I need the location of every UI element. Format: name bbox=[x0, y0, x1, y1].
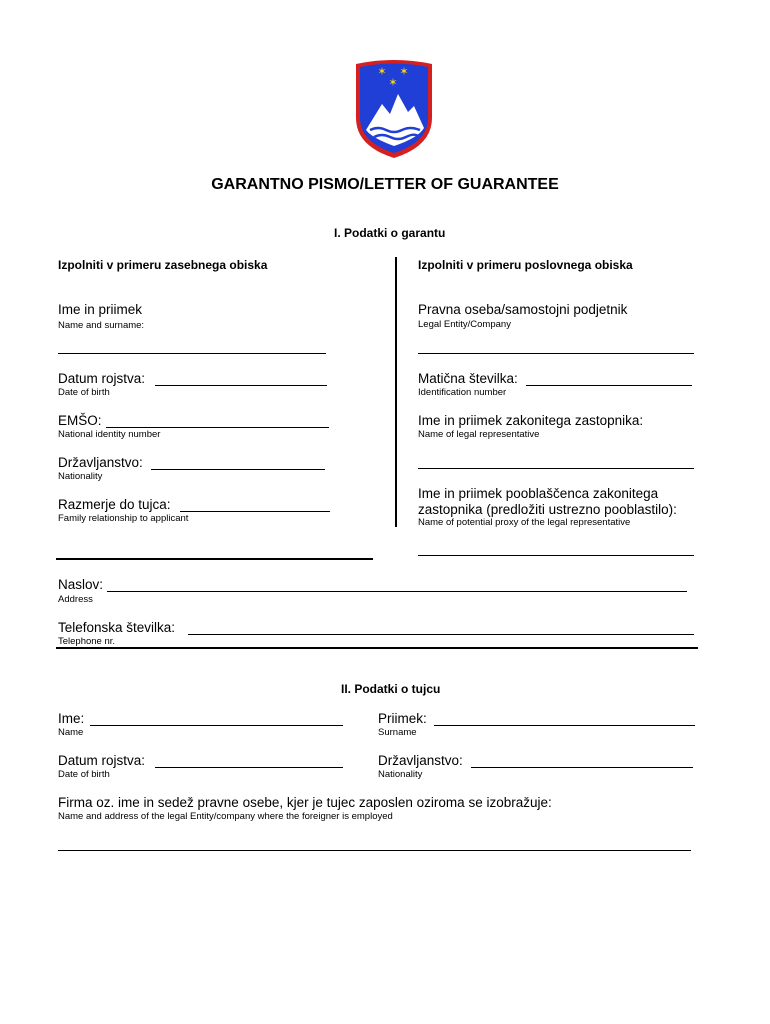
guarantor-name-sublabel: Name and surname: bbox=[58, 320, 145, 331]
guarantor-nationality-label: Državljanstvo: bbox=[58, 455, 143, 470]
proxy-label-line-1: Ime in priimek pooblaščenca zakonitega bbox=[418, 486, 659, 501]
guarantor-emso-sublabel: National identity number bbox=[58, 429, 161, 440]
guarantor-nationality-field[interactable] bbox=[151, 469, 325, 470]
foreigner-surname-field[interactable] bbox=[434, 725, 695, 726]
legal-rep-sublabel: Name of legal representative bbox=[418, 429, 540, 440]
foreigner-nationality-label: Državljanstvo: bbox=[378, 753, 463, 768]
svg-text:✶: ✶ bbox=[388, 76, 398, 89]
private-visit-header: Izpolniti v primeru zasebnega obiska bbox=[58, 258, 268, 272]
foreigner-surname-sublabel: Surname bbox=[378, 727, 417, 738]
relationship-label: Razmerje do tujca: bbox=[58, 497, 171, 512]
foreigner-dob-label: Datum rojstva: bbox=[58, 753, 146, 768]
guarantor-name-label: Ime in priimek bbox=[58, 302, 143, 317]
legal-rep-field[interactable] bbox=[418, 468, 694, 469]
coat-of-arms-emblem bbox=[352, 58, 436, 160]
employer-field[interactable] bbox=[58, 850, 691, 851]
foreigner-nationality-field[interactable] bbox=[471, 767, 693, 768]
section-separator bbox=[56, 647, 698, 649]
entity-sublabel: Legal Entity/Company bbox=[418, 319, 511, 330]
foreigner-dob-sublabel: Date of birth bbox=[58, 769, 110, 780]
employer-sublabel: Name and address of the legal Entity/company where the foreigner is employed bbox=[58, 811, 393, 822]
left-column-separator bbox=[56, 558, 373, 560]
address-field[interactable] bbox=[107, 591, 687, 592]
foreigner-dob-field[interactable] bbox=[155, 767, 343, 768]
guarantor-dob-label: Datum rojstva: bbox=[58, 371, 146, 386]
proxy-label-line-2: zastopnika (predložiti ustrezno pooblastilo): bbox=[418, 502, 677, 517]
address-label: Naslov: bbox=[58, 577, 104, 592]
column-divider bbox=[395, 257, 397, 527]
phone-field[interactable] bbox=[188, 634, 694, 635]
foreigner-name-field[interactable] bbox=[90, 725, 343, 726]
section-2-heading: II. Podatki o tujcu bbox=[341, 682, 441, 696]
svg-text:✶: ✶ bbox=[377, 65, 387, 78]
address-sublabel: Address bbox=[58, 594, 93, 605]
foreigner-name-label: Ime: bbox=[58, 711, 85, 726]
entity-label: Pravna oseba/samostojni podjetnik bbox=[418, 302, 628, 317]
relationship-sublabel: Family relationship to applicant bbox=[58, 513, 189, 524]
guarantor-nationality-sublabel: Nationality bbox=[58, 471, 103, 482]
guarantor-emso-field[interactable] bbox=[106, 427, 329, 428]
id-number-label: Matična številka: bbox=[418, 371, 518, 386]
foreigner-nationality-sublabel: Nationality bbox=[378, 769, 423, 780]
guarantor-dob-field[interactable] bbox=[155, 385, 327, 386]
svg-text:✶: ✶ bbox=[399, 65, 409, 78]
id-number-field[interactable] bbox=[526, 385, 692, 386]
guarantor-dob-sublabel: Date of birth bbox=[58, 387, 110, 398]
id-number-sublabel: Identification number bbox=[418, 387, 507, 398]
proxy-field[interactable] bbox=[418, 555, 694, 556]
legal-rep-label: Ime in priimek zakonitega zastopnika: bbox=[418, 413, 644, 428]
entity-field[interactable] bbox=[418, 353, 694, 354]
phone-label: Telefonska številka: bbox=[58, 620, 176, 635]
phone-sublabel: Telephone nr. bbox=[58, 636, 116, 647]
foreigner-surname-label: Priimek: bbox=[378, 711, 427, 726]
section-1-heading: I. Podatki o garantu bbox=[334, 226, 446, 240]
relationship-field[interactable] bbox=[180, 511, 330, 512]
document-title: GARANTNO PISMO/LETTER OF GUARANTEE bbox=[211, 176, 559, 193]
employer-label: Firma oz. ime in sedež pravne osebe, kjer je tujec zaposlen oziroma se izobražuje: bbox=[58, 795, 552, 810]
business-visit-header: Izpolniti v primeru poslovnega obiska bbox=[418, 258, 633, 272]
guarantor-emso-label: EMŠO: bbox=[58, 413, 102, 428]
foreigner-name-sublabel: Name bbox=[58, 727, 84, 738]
proxy-sublabel: Name of potential proxy of the legal representative bbox=[418, 517, 631, 528]
guarantor-name-field[interactable] bbox=[58, 353, 326, 354]
